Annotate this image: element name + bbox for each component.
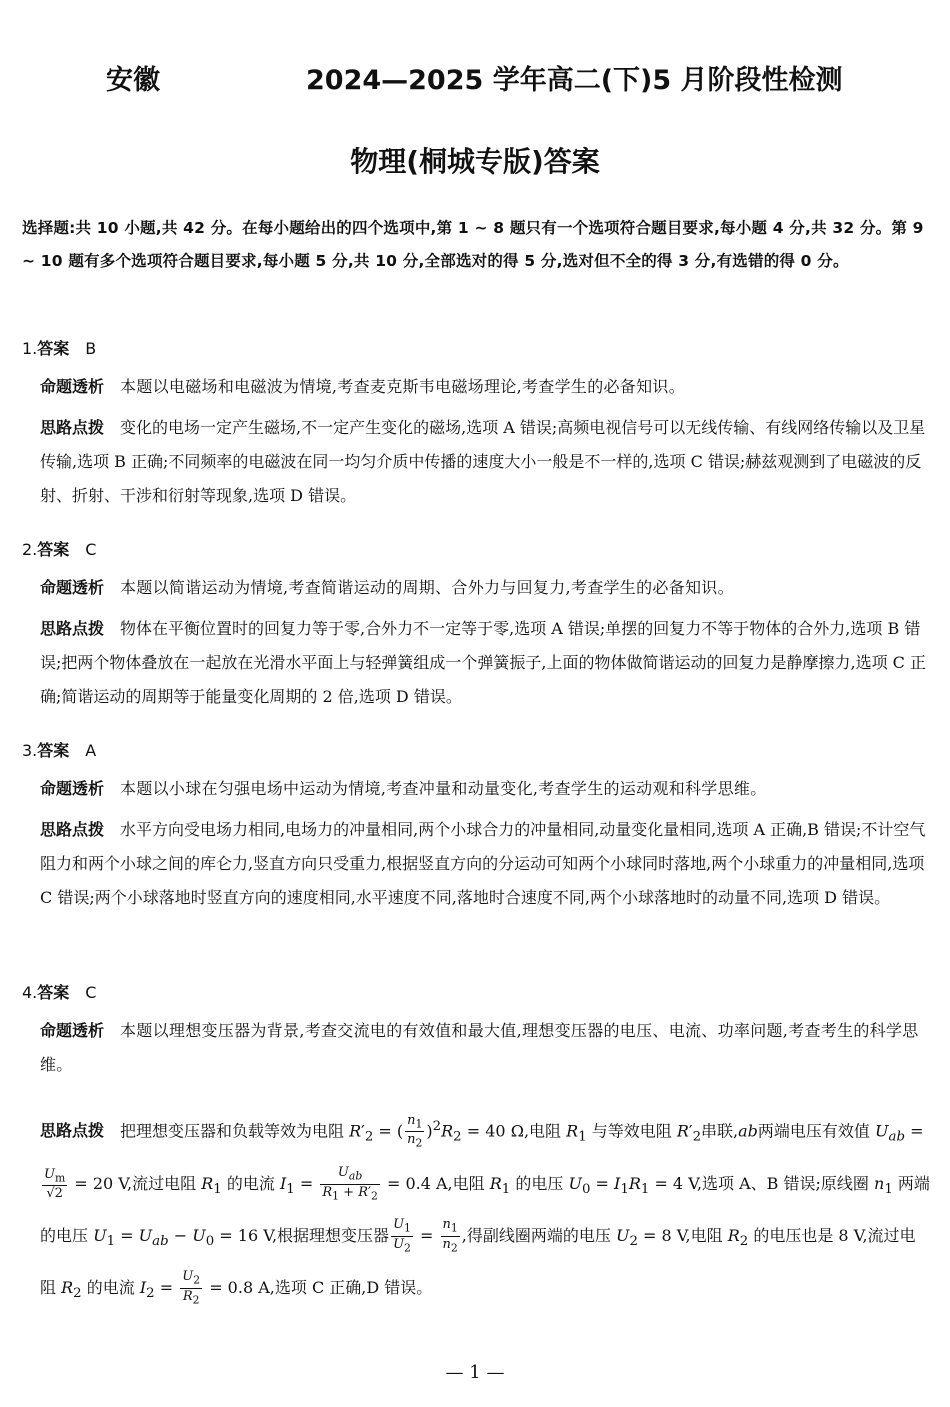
question-3-hint: 思路点拨 水平方向受电场力相同,电场力的冲量相同,两个小球合力的冲量相同,动量变化量相同,选项 A 正确,B 错误;不计空气阻力和两个小球之间的库仑力,竖直方向只受重力,根据竖直方向的分运动可知两个小球同时落地,两个小球重力的冲量相同,选项 C 错误;两个小球落地时竖直方向的速度相同,水平速度不同,落地时合速度不同,两个小球落地时的动量不同,选项 D 错误。 xyxy=(40,820,926,907)
question-3-insight: 命题透析 本题以小球在匀强电场中运动为情境,考查冲量和动量变化,考查学生的运动观和科学思维。 xyxy=(40,779,767,798)
answer-value: B xyxy=(85,339,97,358)
question-4-answer: 4.答案 C xyxy=(22,983,97,1002)
question-4-insight: 命题透析 本题以理想变压器为背景,考查交流电的有效值和最大值,理想变压器的电压、电流、功率问题,考查考生的科学思维。 xyxy=(40,1021,919,1074)
page-title: 物理(桐城专版)答案 xyxy=(350,145,600,178)
question-2-answer: 2.答案 C xyxy=(22,540,97,559)
answer-value: A xyxy=(85,741,97,760)
intro-text: 选择题:共 10 小题,共 42 分。在每小题给出的四个选项中,第 1 ~ 8 题只有一个选项符合题目要求,每小题 4 分,共 32 分。第 9 ~ 10 题有多个选项符合题目要求,每小题 5 分,共 10 分,全部选对的得 5 分,选对但不全的得 3 分,有选错的得 0 分。 xyxy=(22,219,924,270)
question-1-hint: 思路点拨 变化的电场一定产生磁场,不一定产生变化的磁场,选项 A 错误;高频电视信号可以无线传输、有线网络传输以及卫星传输,选项 B 正确;不同频率的电磁波在同一均匀介质中传播的速度大小一般是不一样的,选项 C 错误;赫兹观测到了电磁波的反射、折射、干涉和衍射等现象,选项 D 错误。 xyxy=(40,418,926,505)
answer-value: C xyxy=(85,540,97,559)
question-1-insight: 命题透析 本题以电磁场和电磁波为情境,考查麦克斯韦电磁场理论,考查学生的必备知识。 xyxy=(40,377,685,396)
question-4-hint: 思路点拨 把理想变压器和负载等效为电阻 $R'_2$ = ( $\frac{n_1}{n_2}$ )$^2R_2 = 40$ Ω,电阻 $R_1$ 与等效电阻 $R'_2$串联,ab两端电压有效值 $U_{ab}$ = $\frac{U_m}{√2}$ = 20 V,流过电阻 $R_1$ 的电流 $I_1$ = $\frac{U_{ab}}{R_1 + R'_2}$ = 0.4 A,电阻 $R_1$ 的电压 $U_0 = I_1R_1 = 4$ V,选项 A、B 错误;原线圈 $n_1$ 两端的电压 $U_1 = U_{ab} - U_0 = 16$ V,根据理想变压器 $\frac{U_1}{U_2}$ = $\frac{n_1}{n_2}$ ,得副线圈两端的电压 $U_2 = 8$ V,电阻 $R_2$ 的电压也是 8 V,流过电阻 $R_2$ 的电流 $I_2$ = $\frac{U_2}{R_2}$ = 0.8 A,选项 C 正确,D 错误。 xyxy=(40,1112,930,1307)
header xyxy=(0,58,950,98)
question-3-answer: 3.答案 A xyxy=(22,741,97,760)
question-2-hint: 思路点拨 物体在平衡位置时的回复力等于零,合外力不一定等于零,选项 A 错误;单摆的回复力不等于物体的合外力,选项 B 错误;把两个物体叠放在一起放在光滑水平面上与轻弹簧组成一个弹簧振子,上面的物体做简谐运动的回复力是静摩擦力,选项 C 正确;简谐运动的周期等于能量变化周期的 2 倍,选项 D 错误。 xyxy=(40,619,926,706)
question-2-insight: 命题透析 本题以简谐运动为情境,考查简谐运动的周期、合外力与回复力,考查学生的必备知识。 xyxy=(40,578,734,597)
header-region: 安徽 xyxy=(106,65,160,96)
question-1-answer: 1.答案 B xyxy=(22,339,97,358)
header-title: 2024—2025 学年高二(下)5 月阶段性检测 xyxy=(306,65,843,96)
page-number: — 1 — xyxy=(445,1362,505,1383)
answer-value: C xyxy=(85,983,97,1002)
